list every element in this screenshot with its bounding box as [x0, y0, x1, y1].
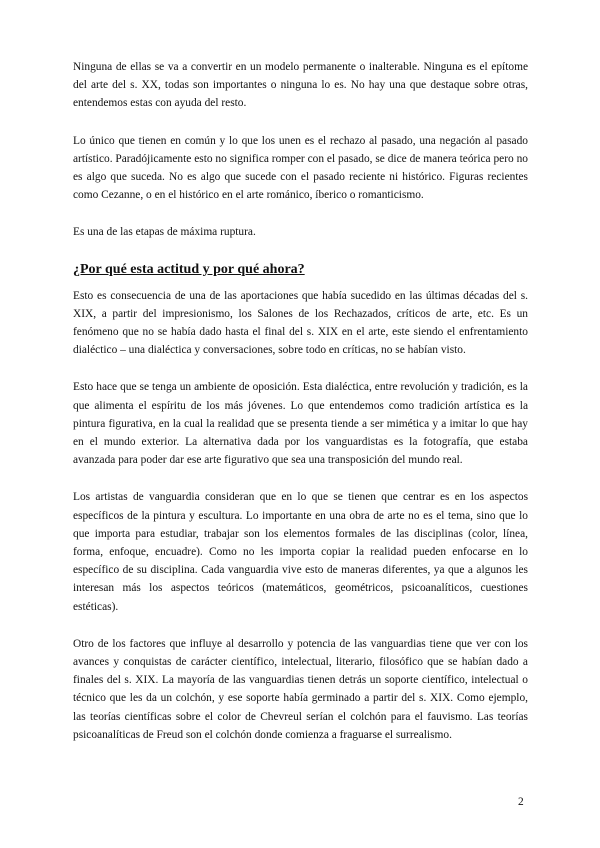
paragraph-avant-garde-artists: Los artistas de vanguardia consideran que en lo que se tienen que centrar es en los aspectos específicos de la pintura y escultura. Lo importante en una obra de arte no es el tema, sino que lo que importa para estudiar, trabajar son los elementos formales de las disciplinas (color, línea, forma, enfoque, encuadre). Como no les importa copiar la realidad pueden enfocarse en lo específico de su disciplina. Cada vanguardia vive esto de maneras diferentes, ya que a algunos les interesan más los aspectos teóricos (matemáticos, geométricos, psicoanalíticos, cuestiones estéticas). — [73, 491, 528, 613]
paragraph-rupture: Es una de las etapas de máxima ruptura. — [73, 226, 256, 239]
paragraph-intro: Ninguna de ellas se va a convertir en un modelo permanente o inalterable. Ninguna es el epítome del arte del s. XX, todas son importantes o ninguna lo es. No hay una que destaque sobre otras, entendemos estas con ayuda del resto. — [73, 61, 528, 110]
paragraph-consequence: Esto es consecuencia de una de las aportaciones que había sucedido en las últimas décadas del s. XIX, a partir del impresionismo, los Salones de los Rechazados, críticos de arte, etc. Es un fenómeno que no se había dado hasta el final del s. XIX en el arte, este siendo el enfrentamiento dialéctico – una dialéctica y conversaciones, sobre todo en críticas, no se habían visto. — [73, 289, 528, 357]
paragraph-common-rejection: Lo único que tienen en común y lo que los unen es el rechazo al pasado, una negación al pasado artístico. Paradójicamente esto no significa romper con el pasado, se dice de manera teórica pero no es algo que suceda. No es algo que sucede con el pasado reciente ni histórico. Figuras recientes como Cezanne, o en el histórico en el arte románico, íberico o romanticismo. — [73, 134, 528, 202]
document-body — [73, 58, 528, 763]
section-heading: ¿Por qué esta actitud y por qué ahora? — [73, 261, 305, 277]
paragraph-opposition: Esto hace que se tenga un ambiente de oposición. Esta dialéctica, entre revolución y tradición, es la que alimenta el espíritu de los más jóvenes. Lo que entendemos como tradición artística es la pintura figurativa, en la cual la realidad que se presenta tiende a ser mimética y a imitar lo que hay en el mundo exterior. La alternativa dada por los vanguardistas es la fotografía, que estaba avanzada para poder dar ese arte figurativo que sea una transposición del mundo real. — [73, 381, 528, 467]
page-number: 2 — [518, 796, 524, 808]
paragraph-scientific-factors: Otro de los factores que influye al desarrollo y potencia de las vanguardias tiene que ver con los avances y conquistas de carácter científico, intelectual, literario, filosófico que se habían dado a finales del s. XIX. La mayoría de las vanguardias tienen detrás un soporte científico, intelectual o técnico que les da un colchón, y ese soporte había germinado a partir del s. XIX. Como ejemplo, las teorías científicas sobre el color de Chevreul serían el colchón para el fauvismo. Las teorías psicoanalíticas de Freud son el colchón donde comienza a fraguarse el surrealismo. — [73, 637, 528, 741]
